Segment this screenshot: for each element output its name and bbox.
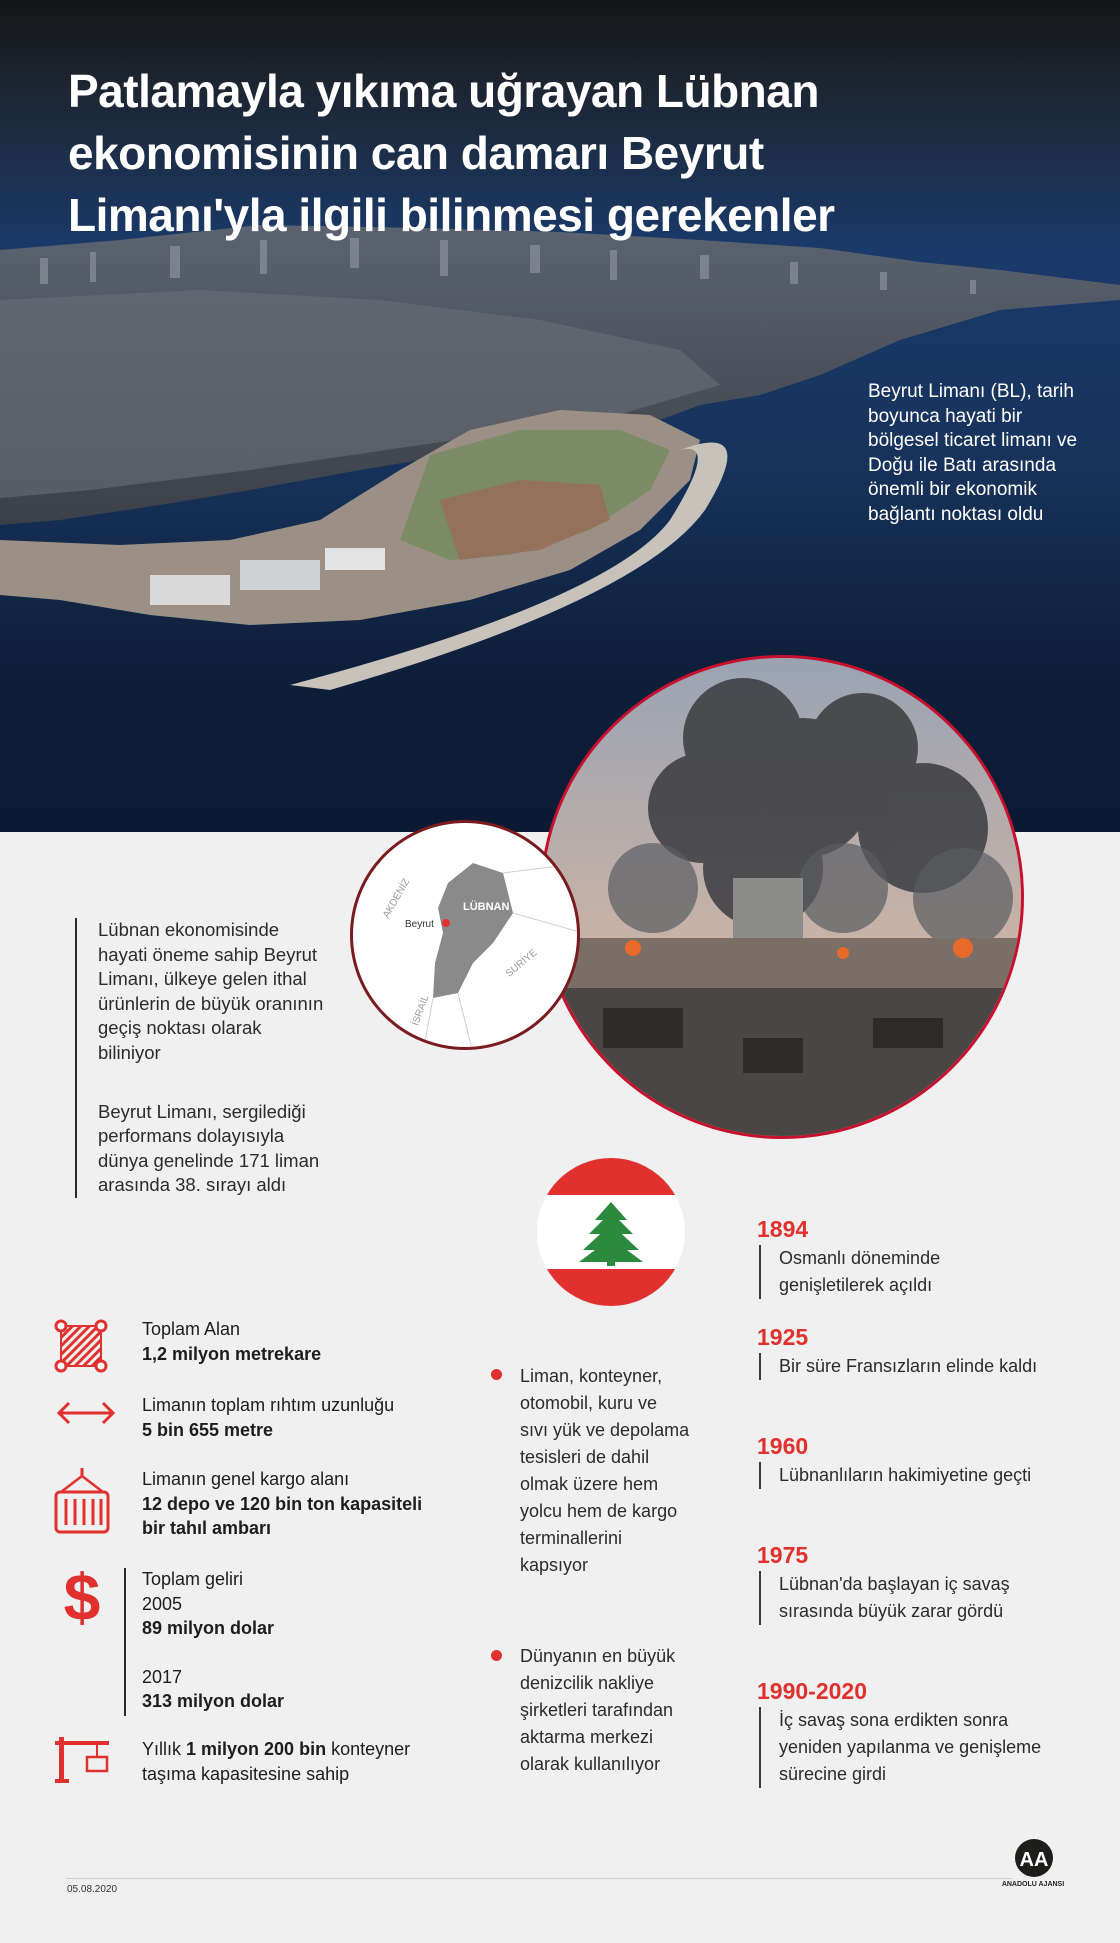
logo-text: ANADOLU AJANSI xyxy=(1001,1881,1065,1888)
double-arrow-icon xyxy=(53,1398,119,1433)
map-label-city: Beyrut xyxy=(405,919,434,930)
timeline-text-1990-2020: İç savaş sona erdikten sonra yeniden yapılanma ve genişleme sürecine girdi xyxy=(759,1707,1049,1788)
stat-revenue-value-2: 313 milyon dolar xyxy=(142,1691,285,1711)
stat-capacity-pre: Yıllık xyxy=(142,1739,187,1759)
stat-cargo-label: Limanın genel kargo alanı xyxy=(142,1469,350,1489)
stat-cargo xyxy=(142,1467,422,1541)
bullet-item-1: Liman, konteyner, otomobil, kuru ve sıvı yük ve depolama tesisleri de dahil olmak üzere hem yolcu hem de kargo terminallerini kapsıyor xyxy=(520,1366,690,1575)
hero-note-text: , tarih boyunca hayati bir bölgesel ticaret limanı ve Doğu ile Batı arasında önemli bir ekonomik bağlantı noktası oldu xyxy=(868,381,1078,525)
left-text-paragraph-2: Beyrut Limanı, sergilediği performans dolayısıyla dünya genelinde 171 liman arasında 38. sırayı aldı xyxy=(98,1100,320,1196)
timeline-year-1975: 1975 xyxy=(757,1542,809,1568)
anadolu-agency-logo xyxy=(1006,1838,1062,1908)
left-text-block xyxy=(75,918,328,1198)
stat-cargo-value-1: 12 depo ve 120 bin ton kapasiteli xyxy=(142,1493,423,1514)
lebanon-map xyxy=(350,820,580,1050)
stat-quay-label: Limanın toplam rıhtım uzunluğu xyxy=(142,1395,395,1415)
hero-note xyxy=(868,380,1078,527)
footer-divider xyxy=(66,1878,1012,1879)
title-line-2: ekonomisinin can damarı Beyrut xyxy=(68,127,764,179)
map-label-syria: SURİYE xyxy=(503,947,540,980)
stat-area xyxy=(142,1317,321,1366)
title-line-3: Limanı'yla ilgili bilinmesi gerekenler xyxy=(68,189,835,241)
stat-revenue xyxy=(142,1567,284,1714)
area-hatched-square-icon xyxy=(53,1318,109,1379)
crane-icon xyxy=(53,1733,113,1790)
explosion-photo xyxy=(540,655,1024,1139)
flag-illustration xyxy=(537,1158,685,1306)
timeline-year-1990-2020: 1990-2020 xyxy=(757,1678,867,1704)
timeline-text-1925: Bir süre Fransızların elinde kaldı xyxy=(759,1353,1049,1380)
map-label-sea: AKDENİZ xyxy=(381,876,413,921)
stat-capacity-line-1 xyxy=(142,1737,410,1762)
map-illustration xyxy=(353,823,580,1050)
stat-revenue-label: Toplam geliri xyxy=(142,1569,244,1589)
svg-text:AA: AA xyxy=(1019,1849,1049,1871)
stat-quay xyxy=(142,1393,394,1442)
beirut-marker xyxy=(442,919,450,927)
map-label-israel: İSRAİL xyxy=(410,993,432,1028)
stat-revenue-year-2: 2017 xyxy=(142,1666,183,1687)
bullet-dot-2 xyxy=(491,1650,502,1661)
timeline-year-1960: 1960 xyxy=(757,1433,809,1459)
stat-capacity xyxy=(142,1737,410,1786)
stat-capacity-line-2: taşıma kapasitesine sahip xyxy=(142,1763,350,1784)
revenue-divider xyxy=(124,1568,126,1716)
title-line-1: Patlamayla yıkıma uğrayan Lübnan xyxy=(68,65,819,117)
stat-quay-value: 5 bin 655 metre xyxy=(142,1419,274,1440)
footer-date: 05.08.2020 xyxy=(67,1884,118,1895)
svg-text:$: $ xyxy=(63,1562,101,1634)
lebanon-flag-icon xyxy=(537,1158,685,1306)
stat-area-label: Toplam Alan xyxy=(142,1319,241,1339)
map-label-country: LÜBNAN xyxy=(463,901,510,913)
timeline-text-1960: Lübnanlıların hakimiyetine geçti xyxy=(759,1462,1049,1489)
timeline-text-1975: Lübnan'da başlayan iç savaş sırasında büyük zarar gördü xyxy=(759,1571,1049,1625)
bullet-dot-1 xyxy=(491,1369,502,1380)
dollar-icon xyxy=(62,1562,102,1639)
stat-cargo-value-2: bir tahıl ambarı xyxy=(142,1518,272,1538)
stat-area-value: 1,2 milyon metrekare xyxy=(142,1343,322,1364)
explosion-illustration xyxy=(543,658,1024,1139)
hero-note-highlight: Beyrut Limanı (BL) xyxy=(868,381,1027,402)
stat-revenue-value-1: 89 milyon dolar xyxy=(142,1618,275,1638)
stat-capacity-bold: 1 milyon 200 bin xyxy=(186,1739,327,1759)
cargo-container-icon xyxy=(53,1466,111,1543)
timeline-year-1894: 1894 xyxy=(757,1216,809,1242)
stat-revenue-year-1: 2005 xyxy=(142,1593,183,1614)
left-text-paragraph-1: Lübnan ekonomisinde hayati öneme sahip Beyrut Limanı, ülkeye gelen ithal ürünlerin de büyük oranının geçiş noktası olarak biliniyor xyxy=(98,919,324,1063)
timeline-text-1894: Osmanlı döneminde genişletilerek açıldı xyxy=(759,1245,1049,1299)
timeline-year-1925: 1925 xyxy=(757,1324,809,1350)
stat-capacity-post: konteyner xyxy=(326,1739,411,1759)
page-title xyxy=(68,60,968,246)
bullet-item-2: Dünyanın en büyük denizcilik nakliye şirketleri tarafından aktarma merkezi olarak kullanılıyor xyxy=(520,1646,676,1774)
hero-photo-beirut-port xyxy=(0,0,1120,832)
